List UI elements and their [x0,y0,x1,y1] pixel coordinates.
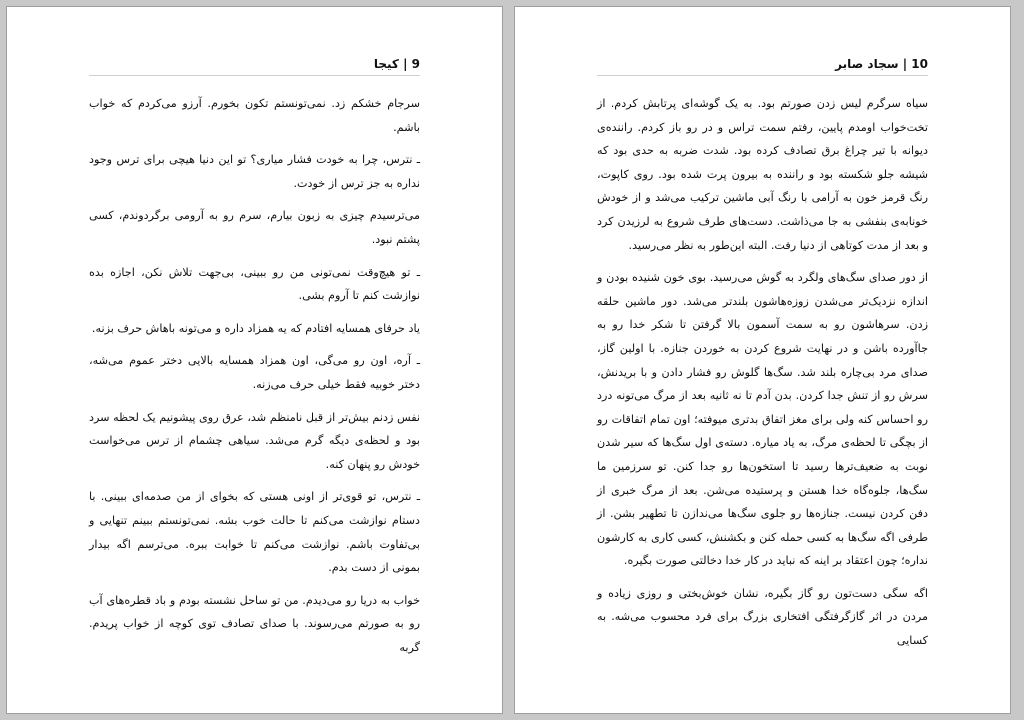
page-body [597,92,928,662]
paragraph: ـ نترس، تو قوی‌تر از اونی هستی که بخوای از من صدمه‌ای ببینی. با دستام نوازشت می‌کنم تا حالت خوب بشه. نمی‌تونستم ببینم تنهایی و بی‌تفاوت باشم. نوازشت می‌کنم تا خوابت ببره. می‌ترسم اگه بیدار بمونی از دست بدم. [89,490,420,575]
paragraph: ـ آره، اون رو می‌گی، اون همزاد همسایه بالایی دختر عموم می‌شه، دختر خوبیه فقط خیلی حرف می‌زنه. [89,354,420,391]
paragraph: یاد حرفای همسایه افتادم که یه همزاد داره و می‌تونه باهاش حرف بزنه. [91,321,420,335]
paragraph: سرجام خشکم زد. نمی‌تونستم تکون بخورم. آرزو می‌کردم که خواب باشم. [89,97,420,134]
page-header [89,53,420,76]
paragraph: سیاه سرگرم لیس زدن صورتم بود. به یک گوشه‌ای پرتابش کردم. از تخت‌خواب اومدم پایین، رفتم سمت تراس و در رو باز کردم. راننده‌ی دیوانه با تیر چراغ برق تصادف کرده بود. شدت ضربه به حدی بود که شیشه جلو شکسته بود و راننده به بیرون پرت شده بود. روی کاپوت، رنگ قرمز خون به آرامی با رنگ آبی ماشین ترکیب می‌شد و از خودش خونابه‌ی بنفشی به جا می‌ذاشت. دست‌های طرف شروع به لرزیدن کرد و بعد از مدت کوتاهی از دنیا رفت. البته این‌طور به نظر می‌رسید. [597,97,928,252]
header-title: کیجا [373,57,399,71]
paragraph: از دور صدای سگ‌های ولگرد به گوش می‌رسید. بوی خون شنیده بودن و اندازه نزدیک‌تر می‌شدن زوزه‌هاشون بلندتر می‌شد. دور ماشین حلقه زدن. سرهاشون رو به سمت آسمون بالا گرفتن تا شکر خدا رو به جاآورده باشن و در نهایت شروع کردن به خوردن جنازه. با اولین گاز، صدای مرد بی‌چاره بلند شد. سگ‌ها گلوش رو فشار دادن و با بریدنش، سرش رو از تنش جدا کردن. بدن آدم تا نه ثانیه بعد از مرگ می‌تونه درد رو احساس کنه ولی برای مغز اتفاق بدتری میوفته؛ اون تمام اتفاقات رو از بچگی تا لحظه‌ی مرگ، به یاد میاره. دسته‌ی اول سگ‌ها که سیر شدن نوبت به ضعیف‌ترها رسید تا استخون‌ها رو جدا کنن. تو سرزمین ما سگ‌ها، جلوه‌گاه خدا هستن و پرستیده می‌شن. بعد از مرگ خبری از دفن کردن نیست. جنازه‌ها رو جلوی سگ‌ها می‌ندازن تا تطهیر بشن. از طرفی اگه سگ‌ها به کسی حمله کنن و بکشنش، کسی کاری به کارشون نداره؛ چون اعتقاد بر اینه که نباید در کار خدا دخالتی صورت بگیره. [597,271,928,568]
page-body [89,92,420,668]
page-number: 10 [911,57,928,71]
paragraph: اگه سگی دست‌تون رو گاز بگیره، نشان خوش‌بختی و روزی زیاده و مردن در اثر گازگرفتگی افتخاری بزرگ برای فرد محسوب می‌شه. به کسایی [597,586,928,648]
header-title: سجاد صابر [835,57,899,71]
left-page [6,6,503,714]
paragraph: ـ تو هیچ‌وقت نمی‌تونی من رو ببینی، بی‌جهت تلاش نکن، اجازه بده نوازشت کنم تا آروم بشی. [89,265,420,303]
paragraph: می‌ترسیدم چیزی به زبون بیارم، سرم رو به آرومی برگردوندم، کسی پشتم نبود. [89,209,420,246]
page-number: 9 [411,57,420,71]
header-separator: | [403,57,408,71]
header-separator: | [902,57,908,71]
paragraph: نفس زدنم بیش‌تر از قبل نامنظم شد، عرق روی پیشونیم یک لحظه سرد بود و لحظه‌ی دیگه گرم می‌شد. سیاهی چشمام از ترس می‌خواست خودش رو پنهان کنه. [89,410,420,471]
paragraph: ـ نترس، چرا به خودت فشار میاری؟ تو این دنیا هیچی برای ترس وجود نداره به جز ترس از خودت. [89,153,420,190]
paragraph: خواب به دریا رو می‌دیدم. من تو ساحل نشسته بودم و باد قطره‌های آب رو به صورتم می‌رسوند. با صدای تصادف توی کوچه از خواب پریدم. گربه [89,593,420,654]
right-page [514,6,1011,714]
page-header [597,53,928,76]
